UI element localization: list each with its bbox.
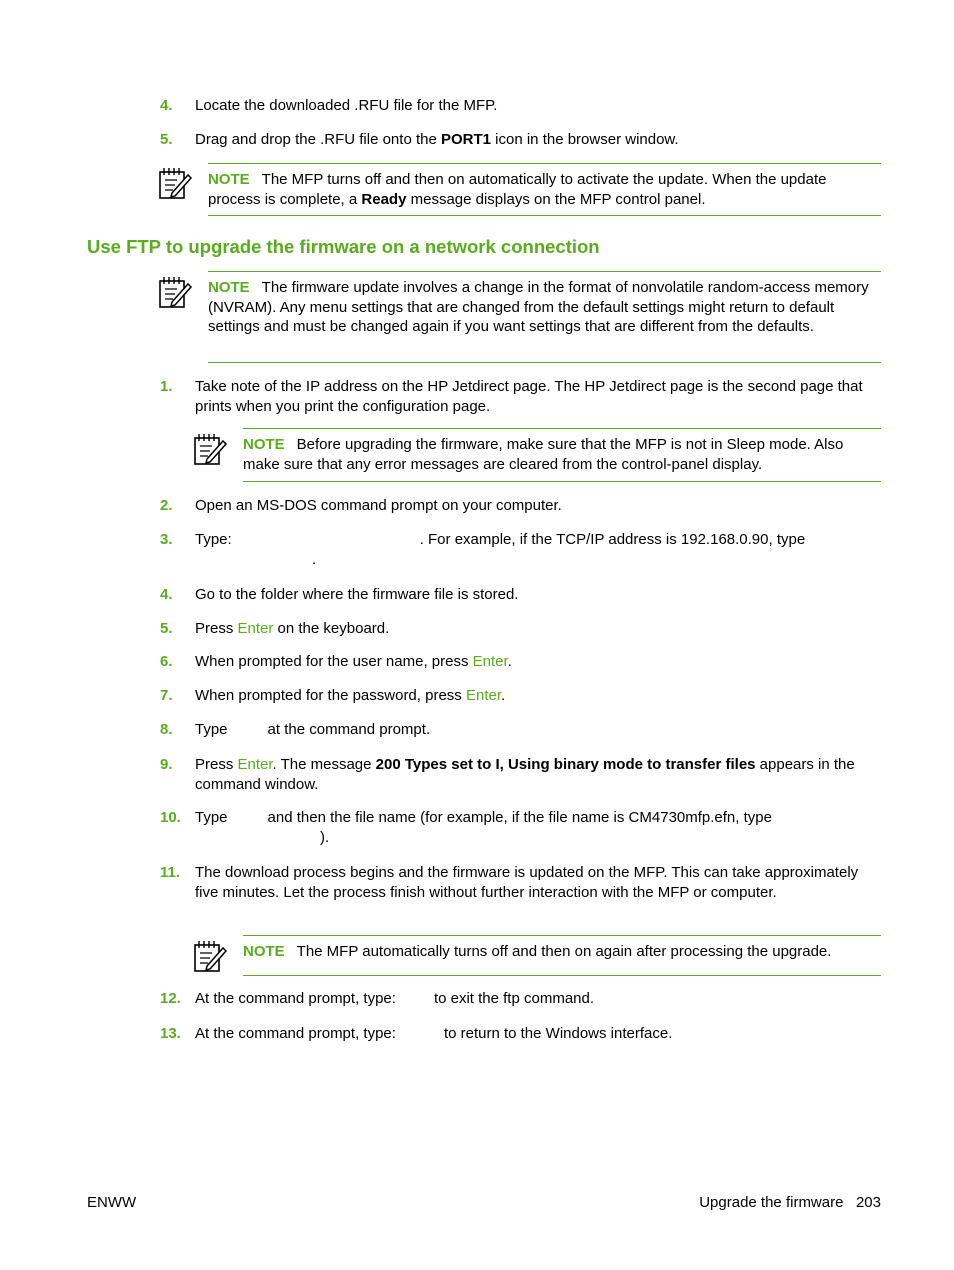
key-name: Enter [472, 653, 508, 670]
bold-text: Ready [361, 190, 407, 208]
bold-text: 200 Types set to I, Using binary mode to transfer files [375, 756, 756, 773]
step-text [195, 989, 882, 1009]
key-name: Enter [237, 756, 273, 773]
step-text-start [195, 809, 228, 826]
note-label: NOTE [208, 171, 250, 188]
step-text-end [444, 1025, 672, 1042]
step-text-start [195, 1025, 396, 1042]
step-number: 11. [160, 864, 181, 881]
text-run: icon in the browser window. [491, 131, 679, 148]
step-text-line2: . [312, 551, 317, 568]
text-run: At the command prompt, type: [195, 1025, 396, 1042]
note-text [297, 943, 832, 960]
text-run: The MFP turns off and then on automatically to activate the update. When the update process is complete, a [208, 171, 827, 208]
step-text [195, 377, 882, 416]
text-run: The download process begins and the firmware is updated on the MFP. This can take approximately five minutes. Let the process finish without further interaction with the MFP or computer. [195, 864, 859, 901]
step-text-end [268, 721, 431, 738]
step-number: 12. [160, 990, 181, 1007]
text-run: to exit the ftp command. [433, 990, 595, 1007]
note-body [208, 170, 881, 209]
note-label: NOTE [243, 436, 285, 453]
step-number: 4. [160, 97, 173, 114]
text-run: Type [195, 721, 228, 738]
step-text [195, 96, 882, 116]
step-number: 6. [160, 653, 173, 670]
note-pencil-icon [158, 166, 194, 206]
step-text [195, 1024, 882, 1044]
text-run: Locate the downloaded .RFU file for the MFP. [195, 97, 498, 114]
text-run: Type [195, 809, 228, 826]
key-name: Enter [465, 687, 501, 704]
note-nvram [208, 271, 881, 363]
step-text [195, 619, 882, 639]
step-number: 10. [160, 809, 181, 826]
step-text-start [195, 721, 228, 738]
note-auto-restart [243, 935, 881, 976]
step-number: 9. [160, 756, 173, 773]
note-label: NOTE [208, 279, 250, 296]
note-text [208, 279, 869, 335]
step-number: 2. [160, 497, 173, 514]
step-text-end [434, 990, 594, 1007]
text-run: . The message [272, 756, 376, 773]
text-run: at the command prompt. [267, 721, 431, 738]
bold-text: PORT1 [440, 131, 491, 148]
step-number: 5. [160, 131, 173, 148]
footer-right [699, 1193, 881, 1213]
note-body [243, 435, 881, 474]
text-run: At the command prompt, type: [195, 990, 396, 1007]
note-label: NOTE [243, 943, 285, 960]
note-text [208, 171, 826, 208]
text-run: to return to the Windows interface. [443, 1025, 673, 1042]
footer-left: ENWW [87, 1194, 137, 1211]
key-name: Enter [237, 620, 274, 637]
step-number: 3. [160, 531, 173, 548]
text-run: When prompted for the user name, press [195, 653, 473, 670]
step-text [195, 720, 882, 740]
step-number: 13. [160, 1025, 181, 1042]
step-text [195, 686, 882, 706]
note-pencil-icon [193, 939, 229, 979]
step-text [195, 652, 882, 672]
step-text [195, 808, 882, 828]
note-pencil-icon [193, 432, 229, 472]
page-number: 203 [855, 1194, 881, 1211]
text-run: . [507, 653, 512, 670]
step-number: 1. [160, 378, 173, 395]
text-run: Go to the folder where the firmware file is stored. [195, 586, 519, 603]
step-text-end [268, 809, 772, 826]
step-number: 8. [160, 721, 173, 738]
section-heading: Use FTP to upgrade the firmware on a network connection [87, 236, 600, 257]
step-text [195, 863, 882, 902]
step-number: 5. [160, 620, 173, 637]
footer-chapter: Upgrade the firmware [699, 1194, 844, 1211]
note-body [208, 278, 881, 337]
text-run: Press [195, 620, 238, 637]
step-text-start [195, 990, 396, 1007]
text-run: Take note of the IP address on the HP Jetdirect page. The HP Jetdirect page is the second page that prints when you print the configuration page. [195, 378, 863, 415]
text-run: Type: [195, 531, 232, 548]
text-run: Press [195, 756, 238, 773]
text-run: Drag and drop the .RFU file onto the [195, 131, 441, 148]
text-run: message displays on the MFP control panel. [406, 190, 706, 208]
text-run: . [501, 687, 506, 704]
text-run: on the keyboard. [273, 620, 390, 637]
step-text [195, 130, 882, 150]
note-text [243, 436, 843, 473]
step-number: 4. [160, 586, 173, 603]
note-body [243, 942, 881, 962]
step-text [195, 496, 882, 516]
step-text [195, 755, 882, 794]
text-run: and then the file name (for example, if the file name is CM4730mfp.efn, type [267, 809, 772, 826]
step-text [195, 585, 882, 605]
text-run: Before upgrading the firmware, make sure that the MFP is not in Sleep mode. Also make sure that any error messages are cleared from the control-panel display. [243, 436, 844, 473]
text-run: The MFP automatically turns off and then on again after processing the upgrade. [296, 943, 832, 960]
text-run: . For example, if the TCP/IP address is 192.168.0.90, type [419, 531, 806, 548]
text-run: When prompted for the password, press [195, 687, 466, 704]
step-text-start [195, 531, 232, 548]
step-text [195, 530, 882, 550]
step-number: 7. [160, 687, 173, 704]
text-run: Open an MS-DOS command prompt on your computer. [195, 497, 562, 514]
step-text-line2: ). [320, 829, 330, 846]
step-text-end [420, 531, 806, 548]
note-sleep-mode [243, 428, 881, 482]
text-run: The firmware update involves a change in the format of nonvolatile random-access memory (NVRAM). Any menu settings that are changed from the default settings might return to default settings and must be changed again if you want settings that are different from the defaults. [208, 279, 869, 335]
note-pencil-icon [158, 275, 194, 315]
text-run: appears in the command window. [195, 756, 855, 793]
note-activate-update [208, 163, 881, 216]
